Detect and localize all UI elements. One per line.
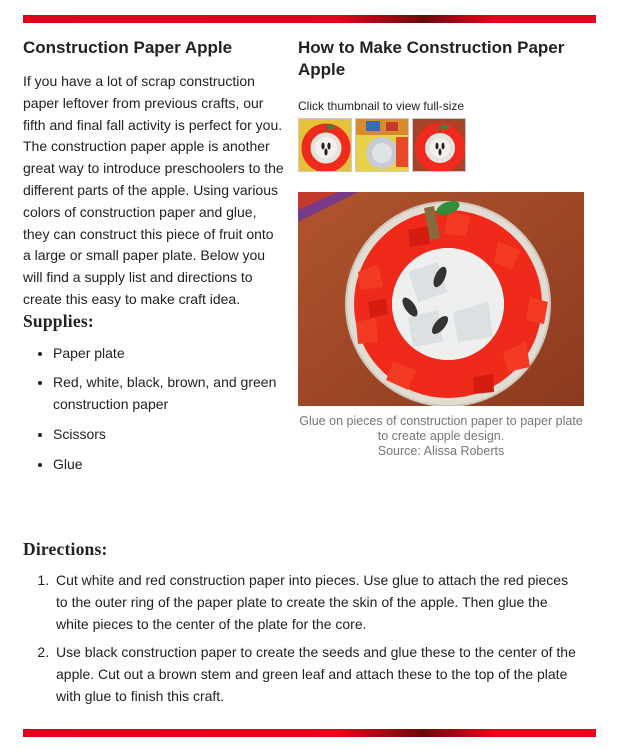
list-item: 1. Cut white and red construction paper into pieces. Use glue to attach the red pieces to the outer ring of the paper plate to create the skin of the apple. Then glue the white pieces to the center of the plate for the core. xyxy=(53,569,583,635)
list-item: 2. Use black construction paper to create the seeds and glue these to the center of the apple. Cut out a brown stem and green leaf and attach these to the top of the plate with glue to finish this craft. xyxy=(53,641,583,707)
apple-craft-image xyxy=(298,192,584,406)
list-item: • Glue xyxy=(53,453,285,475)
photo-caption xyxy=(298,414,584,459)
supplies-list xyxy=(23,342,285,475)
apple-thumbnail-image xyxy=(299,119,352,172)
apple-thumbnail-image xyxy=(413,119,466,172)
right-column xyxy=(298,37,588,459)
caption-text: Glue on pieces of construction paper to paper plate to create apple design. xyxy=(299,414,583,443)
article-title: Construction Paper Apple xyxy=(23,38,233,57)
thumbnail-strip xyxy=(298,118,588,172)
left-column xyxy=(23,37,285,482)
directions-heading: Directions: xyxy=(23,539,108,559)
caption-source: Source: Alissa Roberts xyxy=(377,444,505,458)
thumbnail-note: Click thumbnail to view full-size xyxy=(298,99,465,113)
thumbnail-2[interactable] xyxy=(355,118,409,172)
list-item: • Scissors xyxy=(53,423,285,445)
top-divider-bar xyxy=(23,15,596,23)
thumbnail-1[interactable] xyxy=(298,118,352,172)
directions-list xyxy=(23,569,583,707)
apple-craft-photo[interactable] xyxy=(298,192,584,406)
directions-section xyxy=(23,539,583,713)
supplies-heading: Supplies: xyxy=(23,310,94,331)
intro-paragraph: If you have a lot of scrap construction paper leftover from previous crafts, our fifth and final fall activity is perfect for you. The construction paper apple is another great way to introduce preschoolers to the different parts of the apple. Using various colors of construction paper and glue, they can construct this piece of fruit onto a large or small paper plate. Below you will find a supply list and directions to create this easy to make craft idea. xyxy=(23,73,284,307)
supplies-thumbnail-image xyxy=(356,119,409,172)
list-item: • Red, white, black, brown, and green construction paper xyxy=(53,371,285,415)
gallery-title: How to Make Construction Paper Apple xyxy=(298,38,565,79)
thumbnail-3[interactable] xyxy=(412,118,466,172)
list-item: • Paper plate xyxy=(53,342,285,364)
bottom-divider-bar xyxy=(23,729,596,737)
